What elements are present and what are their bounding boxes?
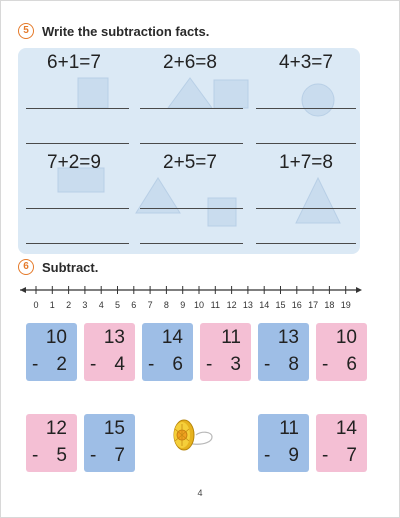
minuend: 13 (103, 327, 125, 348)
number-line-label: 2 (66, 300, 72, 310)
subtraction-facts-panel (18, 48, 360, 254)
minus-sign: - (322, 354, 329, 375)
minus-sign: - (322, 445, 329, 466)
minuend: 15 (103, 418, 125, 439)
subtrahend: 7 (114, 445, 125, 466)
addition-fact: 4+3=7 (279, 52, 333, 73)
section-5-title: Write the subtraction facts. (42, 24, 210, 39)
minus-sign: - (90, 445, 97, 466)
minus-sign: - (32, 445, 39, 466)
answer-line[interactable] (26, 208, 129, 209)
addition-fact: 1+7=8 (279, 152, 333, 173)
number-line-label: 16 (291, 300, 302, 310)
number-line-label: 18 (324, 300, 335, 310)
number-line-label: 15 (275, 300, 286, 310)
minuend: 11 (221, 327, 241, 348)
number-line (18, 282, 368, 314)
number-line-label: 1 (49, 300, 55, 310)
subtraction-card (26, 323, 77, 381)
answer-line[interactable] (140, 208, 243, 209)
number-line-label: 7 (147, 300, 153, 310)
number-line-label: 12 (226, 300, 237, 310)
number-line-label: 17 (308, 300, 319, 310)
subtraction-card (316, 414, 367, 472)
minuend: 13 (277, 327, 299, 348)
answer-line[interactable] (256, 143, 356, 144)
number-line-label: 6 (131, 300, 137, 310)
subtraction-card (84, 323, 135, 381)
minuend: 10 (45, 327, 67, 348)
minus-sign: - (148, 354, 155, 375)
section-5-number: 5 (18, 23, 34, 39)
subtrahend: 7 (346, 445, 357, 466)
minus-sign: - (264, 445, 271, 466)
number-line-label: 0 (33, 300, 39, 310)
answer-line[interactable] (256, 108, 356, 109)
answer-line[interactable] (26, 108, 129, 109)
answer-line[interactable] (26, 143, 129, 144)
answer-line[interactable] (256, 208, 356, 209)
number-line-label: 5 (114, 300, 121, 310)
subtraction-card (258, 323, 309, 381)
minuend: 11 (279, 418, 299, 439)
subtrahend: 8 (288, 354, 299, 375)
subtraction-card (258, 414, 309, 472)
minus-sign: - (264, 354, 271, 375)
answer-line[interactable] (140, 243, 243, 244)
subtraction-card (26, 414, 77, 472)
minus-sign: - (32, 354, 39, 375)
section-6-title: Subtract. (42, 260, 99, 275)
number-line-label: 13 (242, 300, 253, 310)
minuend: 14 (335, 418, 357, 439)
subtrahend: 9 (288, 445, 299, 466)
number-line-label: 11 (210, 300, 220, 310)
page-number: 4 (197, 488, 203, 498)
yoyo-illustration (166, 413, 214, 457)
number-line-label: 9 (180, 300, 186, 310)
subtrahend: 2 (56, 354, 67, 375)
answer-line[interactable] (140, 143, 243, 144)
answer-line[interactable] (256, 243, 356, 244)
minuend: 14 (161, 327, 183, 348)
number-line-label: 10 (193, 300, 205, 310)
section-6-number: 6 (18, 259, 34, 275)
number-line-label: 19 (340, 300, 351, 310)
subtraction-card (142, 323, 193, 381)
addition-fact: 7+2=9 (47, 152, 101, 173)
subtrahend: 5 (56, 445, 67, 466)
addition-fact: 2+5=7 (163, 152, 217, 173)
subtrahend: 4 (114, 354, 125, 375)
addition-fact: 6+1=7 (47, 52, 101, 73)
subtrahend: 6 (172, 354, 183, 375)
number-line-label: 4 (98, 300, 104, 310)
minus-sign: - (206, 354, 213, 375)
subtraction-card (316, 323, 367, 381)
number-line-label: 8 (163, 300, 169, 310)
answer-line[interactable] (26, 243, 129, 244)
left-arrow-icon (20, 287, 26, 293)
minuend: 12 (45, 418, 67, 439)
number-line-label: 3 (82, 300, 88, 310)
subtraction-card (84, 414, 135, 472)
minuend: 10 (335, 327, 357, 348)
answer-line[interactable] (140, 108, 243, 109)
addition-fact: 2+6=8 (163, 52, 217, 73)
background-shapes-illustration (18, 48, 360, 254)
subtraction-card (200, 323, 251, 381)
subtrahend: 3 (230, 354, 241, 375)
right-arrow-icon (356, 287, 362, 293)
subtrahend: 6 (346, 354, 357, 375)
number-line-label: 14 (259, 300, 270, 310)
minus-sign: - (90, 354, 97, 375)
